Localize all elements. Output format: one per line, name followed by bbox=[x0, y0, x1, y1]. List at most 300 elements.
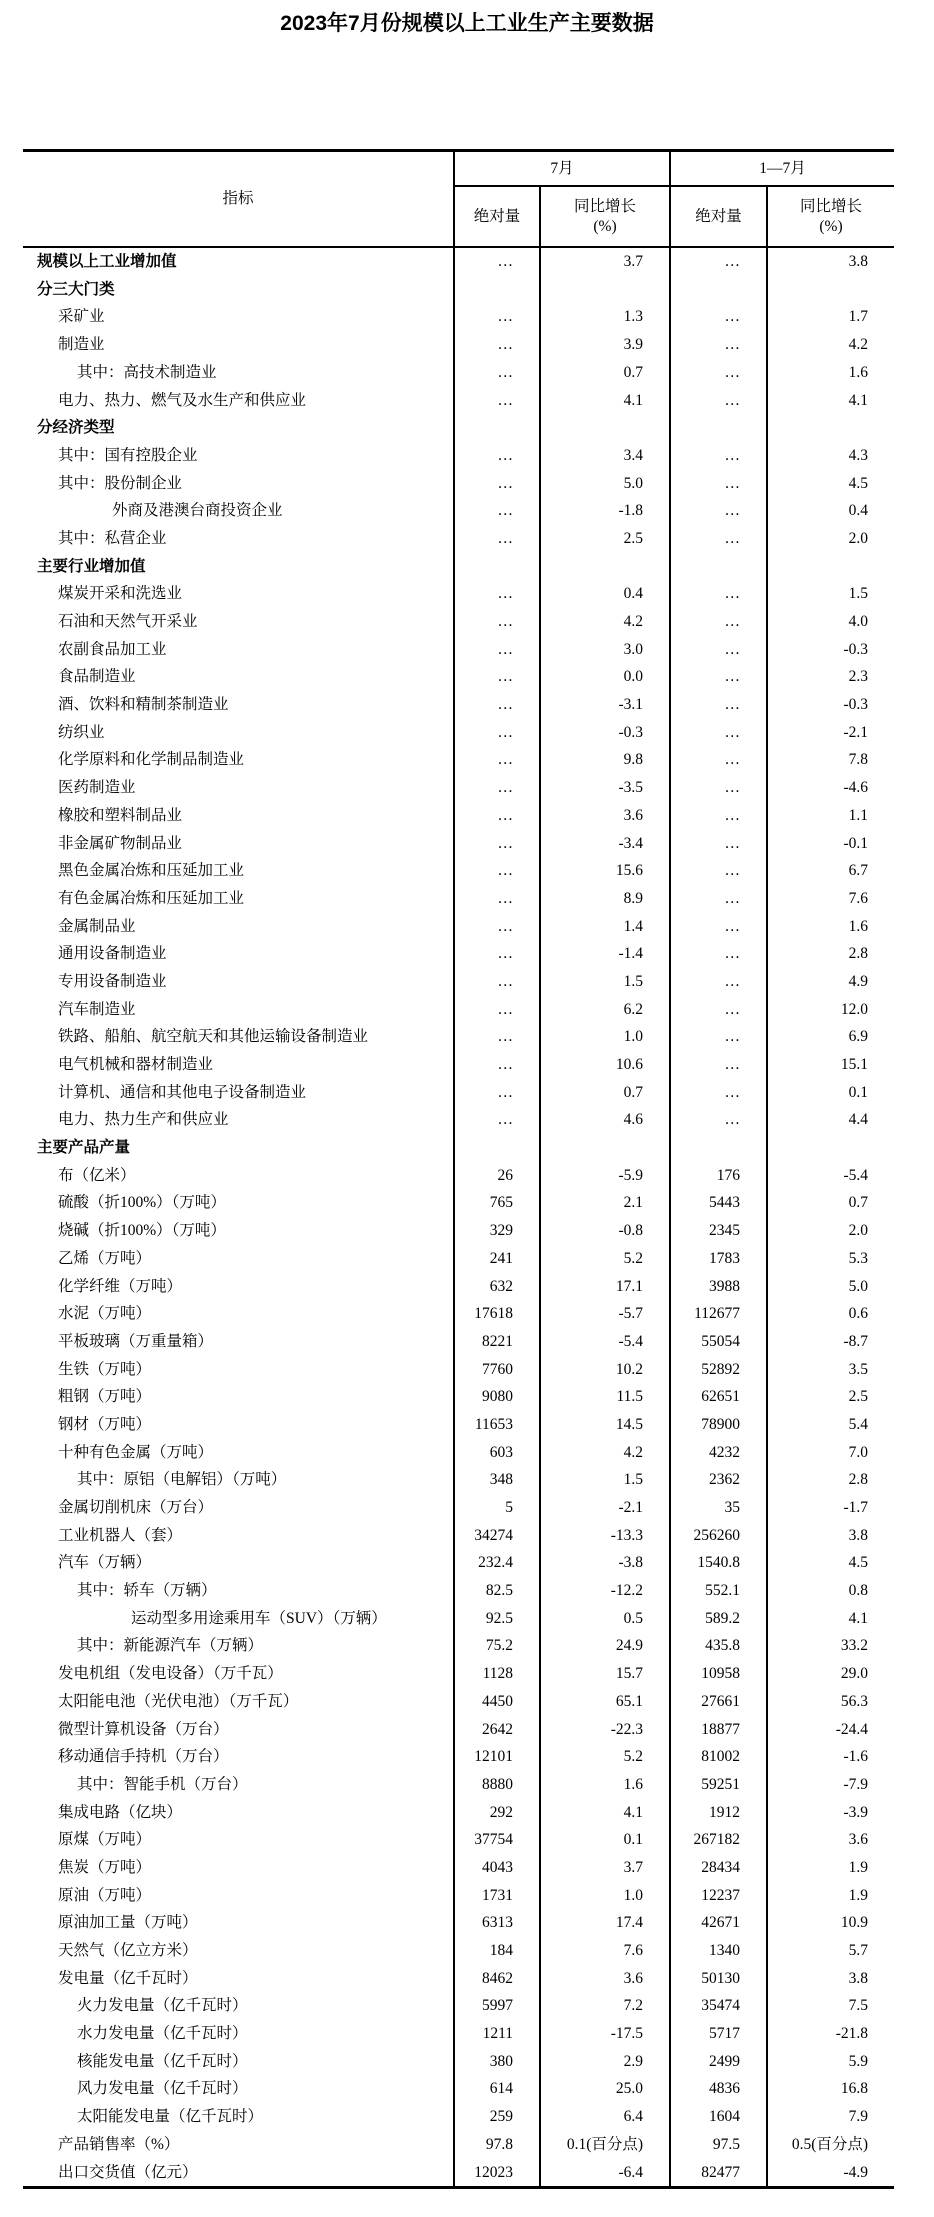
indicator-cell: 工业机器人（套） bbox=[58, 1526, 183, 1544]
value-cell: … bbox=[454, 359, 540, 387]
value-cell: 37754 bbox=[454, 1826, 540, 1854]
value-cell bbox=[540, 276, 670, 304]
value-cell: 1912 bbox=[670, 1799, 767, 1827]
value-cell: … bbox=[670, 359, 767, 387]
table-row bbox=[23, 940, 894, 968]
value-cell: -5.4 bbox=[767, 1162, 894, 1190]
value-cell: -3.1 bbox=[540, 691, 670, 719]
indicator-cell: 纺织业 bbox=[58, 723, 105, 741]
value-cell: -5.4 bbox=[540, 1328, 670, 1356]
indicator-cell: 微型计算机设备（万台） bbox=[58, 1720, 229, 1738]
table-row bbox=[23, 1799, 894, 1827]
value-cell: 65.1 bbox=[540, 1688, 670, 1716]
value-cell: 1540.8 bbox=[670, 1549, 767, 1577]
value-cell: … bbox=[454, 386, 540, 414]
value-cell bbox=[540, 1134, 670, 1162]
indicator-cell: 医药制造业 bbox=[58, 779, 136, 797]
table-row bbox=[23, 1992, 894, 2020]
value-cell: 15.7 bbox=[540, 1660, 670, 1688]
value-cell: 16.8 bbox=[767, 2075, 894, 2103]
value-cell: 7.8 bbox=[767, 746, 894, 774]
value-cell: 3.9 bbox=[540, 331, 670, 359]
value-cell: 15.1 bbox=[767, 1051, 894, 1079]
value-cell: 5.3 bbox=[767, 1245, 894, 1273]
table-row bbox=[23, 1189, 894, 1217]
value-cell: … bbox=[670, 913, 767, 941]
indicator-cell: 电力、热力、燃气及水生产和供应业 bbox=[58, 391, 307, 409]
indicator-cell: 黑色金属冶炼和压延加工业 bbox=[58, 862, 245, 880]
table-row bbox=[23, 663, 894, 691]
value-cell: 632 bbox=[454, 1272, 540, 1300]
value-cell: 6.4 bbox=[540, 2103, 670, 2131]
value-cell: … bbox=[454, 525, 540, 553]
indicator-cell: 分三大门类 bbox=[37, 280, 115, 298]
indicator-cell: 铁路、船舶、航空航天和其他运输设备制造业 bbox=[58, 1028, 369, 1046]
value-cell: … bbox=[670, 1079, 767, 1107]
value-cell: 5.2 bbox=[540, 1245, 670, 1273]
header-indicator: 指标 bbox=[222, 190, 254, 208]
value-cell: -7.9 bbox=[767, 1771, 894, 1799]
value-cell: … bbox=[670, 1023, 767, 1051]
value-cell: 4232 bbox=[670, 1439, 767, 1467]
value-cell: 7760 bbox=[454, 1356, 540, 1384]
value-cell: 1.9 bbox=[767, 1882, 894, 1910]
value-cell: 2.1 bbox=[540, 1189, 670, 1217]
table-row bbox=[23, 1328, 894, 1356]
indicator-cell: 水泥（万吨） bbox=[58, 1305, 152, 1323]
table-row bbox=[23, 1023, 894, 1051]
value-cell: 2.5 bbox=[540, 525, 670, 553]
table-row bbox=[23, 1632, 894, 1660]
value-cell: 3.8 bbox=[767, 1965, 894, 1993]
value-cell: 5 bbox=[454, 1494, 540, 1522]
value-cell: 3.7 bbox=[540, 247, 670, 276]
value-cell bbox=[454, 1134, 540, 1162]
value-cell: 18877 bbox=[670, 1715, 767, 1743]
table-row bbox=[23, 525, 894, 553]
value-cell: 10.2 bbox=[540, 1356, 670, 1384]
page-title: 2023年7月份规模以上工业生产主要数据 bbox=[280, 12, 654, 35]
indicator-cell: 乙烯（万吨） bbox=[58, 1249, 152, 1267]
indicator-cell: 其中：私营企业 bbox=[58, 529, 167, 547]
value-cell: … bbox=[670, 636, 767, 664]
yoy-label: 同比增长 bbox=[574, 198, 637, 216]
table-row bbox=[23, 1743, 894, 1771]
value-cell: 5717 bbox=[670, 2020, 767, 2048]
indicator-cell: 外商及港澳台商投资企业 bbox=[112, 502, 283, 520]
value-cell: 0.8 bbox=[767, 1577, 894, 1605]
value-cell: -3.5 bbox=[540, 774, 670, 802]
value-cell: … bbox=[670, 691, 767, 719]
value-cell: … bbox=[670, 663, 767, 691]
table-body bbox=[23, 247, 894, 2188]
value-cell: 4.5 bbox=[767, 1549, 894, 1577]
value-cell: … bbox=[454, 996, 540, 1024]
indicator-cell: 原油（万吨） bbox=[58, 1886, 152, 1904]
indicator-cell: 原油加工量（万吨） bbox=[58, 1914, 198, 1932]
value-cell: 3.6 bbox=[540, 802, 670, 830]
value-cell: … bbox=[454, 885, 540, 913]
table-row bbox=[23, 1549, 894, 1577]
table-row bbox=[23, 470, 894, 498]
value-cell: 62651 bbox=[670, 1383, 767, 1411]
value-cell: 2.8 bbox=[767, 1466, 894, 1494]
indicator-cell: 非金属矿物制品业 bbox=[58, 834, 183, 852]
value-cell bbox=[767, 276, 894, 304]
indicator-cell: 化学纤维（万吨） bbox=[58, 1277, 183, 1295]
value-cell: 4.1 bbox=[540, 1799, 670, 1827]
section-row bbox=[23, 414, 894, 442]
indicator-cell: 食品制造业 bbox=[58, 668, 136, 686]
value-cell: 5443 bbox=[670, 1189, 767, 1217]
yoy-unit: (%) bbox=[593, 217, 617, 235]
value-cell: 4.4 bbox=[767, 1106, 894, 1134]
table-row bbox=[23, 1660, 894, 1688]
value-cell: 59251 bbox=[670, 1771, 767, 1799]
indicator-cell: 采矿业 bbox=[58, 308, 105, 326]
header-jan-jul: 1—7月 bbox=[670, 151, 894, 187]
value-cell: 0.1 bbox=[767, 1079, 894, 1107]
table-row bbox=[23, 746, 894, 774]
value-cell: … bbox=[454, 691, 540, 719]
value-cell: … bbox=[670, 497, 767, 525]
value-cell: 14.5 bbox=[540, 1411, 670, 1439]
value-cell: … bbox=[454, 331, 540, 359]
value-cell: 11.5 bbox=[540, 1383, 670, 1411]
value-cell: -1.4 bbox=[540, 940, 670, 968]
indicator-cell: 太阳能发电量（亿千瓦时） bbox=[77, 2108, 264, 2126]
value-cell: … bbox=[454, 719, 540, 747]
value-cell bbox=[767, 414, 894, 442]
table-row bbox=[23, 774, 894, 802]
value-cell: 4043 bbox=[454, 1854, 540, 1882]
value-cell: … bbox=[670, 608, 767, 636]
value-cell: -12.2 bbox=[540, 1577, 670, 1605]
indicator-cell: 粗钢（万吨） bbox=[58, 1388, 152, 1406]
table-row bbox=[23, 1937, 894, 1965]
indicator-cell: 出口交货值（亿元） bbox=[58, 2163, 198, 2181]
value-cell: 12237 bbox=[670, 1882, 767, 1910]
value-cell: 17.1 bbox=[540, 1272, 670, 1300]
value-cell: … bbox=[454, 608, 540, 636]
value-cell: 1211 bbox=[454, 2020, 540, 2048]
value-cell: -3.4 bbox=[540, 829, 670, 857]
table-row bbox=[23, 1300, 894, 1328]
value-cell bbox=[767, 1134, 894, 1162]
value-cell: … bbox=[454, 247, 540, 276]
value-cell: -3.9 bbox=[767, 1799, 894, 1827]
indicator-cell: 十种有色金属（万吨） bbox=[58, 1443, 214, 1461]
table-row bbox=[23, 1965, 894, 1993]
value-cell: 6.9 bbox=[767, 1023, 894, 1051]
indicator-cell: 其中：轿车（万辆） bbox=[77, 1582, 217, 1600]
value-cell: 25.0 bbox=[540, 2075, 670, 2103]
value-cell: -0.8 bbox=[540, 1217, 670, 1245]
value-cell: 4.6 bbox=[540, 1106, 670, 1134]
indicator-cell: 集成电路（亿块） bbox=[58, 1803, 183, 1821]
value-cell: 4836 bbox=[670, 2075, 767, 2103]
value-cell: 82477 bbox=[670, 2158, 767, 2187]
table-row bbox=[23, 2020, 894, 2048]
value-cell: 8221 bbox=[454, 1328, 540, 1356]
table-row bbox=[23, 359, 894, 387]
table-row bbox=[23, 1522, 894, 1550]
value-cell: 42671 bbox=[670, 1909, 767, 1937]
header-janjul-absolute: 绝对量 bbox=[670, 186, 767, 247]
indicator-cell: 平板玻璃（万重量箱） bbox=[58, 1332, 214, 1350]
value-cell: 0.5 bbox=[540, 1605, 670, 1633]
value-cell: … bbox=[454, 442, 540, 470]
indicator-cell: 发电机组（发电设备）（万千瓦） bbox=[58, 1665, 283, 1683]
table-row bbox=[23, 2048, 894, 2076]
value-cell: … bbox=[670, 746, 767, 774]
value-cell: 348 bbox=[454, 1466, 540, 1494]
value-cell: -0.1 bbox=[767, 829, 894, 857]
value-cell: 1783 bbox=[670, 1245, 767, 1273]
indicator-cell: 金属制品业 bbox=[58, 917, 136, 935]
value-cell: 10.9 bbox=[767, 1909, 894, 1937]
table-row bbox=[23, 1577, 894, 1605]
value-cell: 0.7 bbox=[540, 359, 670, 387]
value-cell: … bbox=[670, 331, 767, 359]
indicator-cell: 其中：国有控股企业 bbox=[58, 446, 198, 464]
value-cell: 2642 bbox=[454, 1715, 540, 1743]
value-cell: 0.7 bbox=[767, 1189, 894, 1217]
indicator-cell: 核能发电量（亿千瓦时） bbox=[77, 2052, 248, 2070]
value-cell: 2345 bbox=[670, 1217, 767, 1245]
value-cell: 7.6 bbox=[767, 885, 894, 913]
indicator-cell: 酒、饮料和精制茶制造业 bbox=[58, 696, 229, 714]
value-cell: 1.5 bbox=[540, 968, 670, 996]
header-janjul-yoy bbox=[767, 186, 894, 247]
table-row bbox=[23, 2075, 894, 2103]
table-row bbox=[23, 1439, 894, 1467]
value-cell: 2.0 bbox=[767, 1217, 894, 1245]
table-row bbox=[23, 2131, 894, 2159]
value-cell: 0.1(百分点) bbox=[540, 2131, 670, 2159]
value-cell: … bbox=[670, 525, 767, 553]
value-cell: 52892 bbox=[670, 1356, 767, 1384]
value-cell: -6.4 bbox=[540, 2158, 670, 2187]
indicator-cell: 硫酸（折100%）（万吨） bbox=[58, 1194, 226, 1212]
value-cell: 1.9 bbox=[767, 1854, 894, 1882]
value-cell: 1128 bbox=[454, 1660, 540, 1688]
value-cell: 97.5 bbox=[670, 2131, 767, 2159]
value-cell: 267182 bbox=[670, 1826, 767, 1854]
value-cell: 232.4 bbox=[454, 1549, 540, 1577]
value-cell: 0.4 bbox=[540, 580, 670, 608]
header-july-yoy bbox=[540, 186, 670, 247]
value-cell: … bbox=[454, 1079, 540, 1107]
value-cell: 92.5 bbox=[454, 1605, 540, 1633]
value-cell: 1.6 bbox=[767, 913, 894, 941]
value-cell: 3988 bbox=[670, 1272, 767, 1300]
value-cell: 78900 bbox=[670, 1411, 767, 1439]
value-cell: 6.7 bbox=[767, 857, 894, 885]
value-cell: 1.0 bbox=[540, 1882, 670, 1910]
value-cell: 1.6 bbox=[767, 359, 894, 387]
value-cell: 5.0 bbox=[767, 1272, 894, 1300]
value-cell: … bbox=[670, 580, 767, 608]
value-cell: 1.3 bbox=[540, 303, 670, 331]
value-cell: 1.0 bbox=[540, 1023, 670, 1051]
value-cell: -4.9 bbox=[767, 2158, 894, 2187]
value-cell: 5.4 bbox=[767, 1411, 894, 1439]
value-cell: 12101 bbox=[454, 1743, 540, 1771]
value-cell: 5.0 bbox=[540, 470, 670, 498]
section-row bbox=[23, 276, 894, 304]
section-row bbox=[23, 247, 894, 276]
value-cell: 81002 bbox=[670, 1743, 767, 1771]
indicator-cell: 运动型多用途乘用车（SUV）（万辆） bbox=[131, 1609, 387, 1627]
value-cell: … bbox=[454, 1106, 540, 1134]
value-cell bbox=[454, 276, 540, 304]
value-cell: … bbox=[670, 1106, 767, 1134]
indicator-cell: 煤炭开采和洗选业 bbox=[58, 585, 183, 603]
value-cell: 12023 bbox=[454, 2158, 540, 2187]
value-cell: 3.6 bbox=[540, 1965, 670, 1993]
indicator-cell: 专用设备制造业 bbox=[58, 972, 167, 990]
table-row bbox=[23, 1605, 894, 1633]
table-row bbox=[23, 580, 894, 608]
table-row bbox=[23, 1051, 894, 1079]
value-cell: 28434 bbox=[670, 1854, 767, 1882]
indicator-cell: 焦炭（万吨） bbox=[58, 1858, 152, 1876]
table-row bbox=[23, 857, 894, 885]
indicator-cell: 金属切削机床（万台） bbox=[58, 1499, 214, 1517]
table-row bbox=[23, 1466, 894, 1494]
indicator-cell: 电气机械和器材制造业 bbox=[58, 1056, 214, 1074]
value-cell: … bbox=[454, 1023, 540, 1051]
value-cell: 2362 bbox=[670, 1466, 767, 1494]
indicator-cell: 其中：智能手机（万台） bbox=[77, 1775, 248, 1793]
table-row bbox=[23, 719, 894, 747]
value-cell: 4.3 bbox=[767, 442, 894, 470]
value-cell: 2.8 bbox=[767, 940, 894, 968]
table-row bbox=[23, 1494, 894, 1522]
table-row bbox=[23, 1688, 894, 1716]
indicator-cell: 其中：高技术制造业 bbox=[77, 363, 217, 381]
value-cell: 4.9 bbox=[767, 968, 894, 996]
value-cell: -8.7 bbox=[767, 1328, 894, 1356]
value-cell: … bbox=[454, 857, 540, 885]
value-cell: -5.9 bbox=[540, 1162, 670, 1190]
value-cell: … bbox=[454, 968, 540, 996]
header-july-absolute: 绝对量 bbox=[454, 186, 540, 247]
value-cell: 8462 bbox=[454, 1965, 540, 1993]
value-cell: -5.7 bbox=[540, 1300, 670, 1328]
indicator-cell: 风力发电量（亿千瓦时） bbox=[77, 2080, 248, 2098]
value-cell: 2.0 bbox=[767, 525, 894, 553]
value-cell: 4.1 bbox=[540, 386, 670, 414]
header-july: 7月 bbox=[454, 151, 670, 187]
indicator-cell: 有色金属冶炼和压延加工业 bbox=[58, 889, 245, 907]
indicator-cell: 发电量（亿千瓦时） bbox=[58, 1969, 198, 1987]
value-cell: 3.5 bbox=[767, 1356, 894, 1384]
value-cell: -2.1 bbox=[540, 1494, 670, 1522]
value-cell: 4.5 bbox=[767, 470, 894, 498]
value-cell: 7.5 bbox=[767, 1992, 894, 2020]
table-row bbox=[23, 303, 894, 331]
value-cell: 241 bbox=[454, 1245, 540, 1273]
indicator-cell: 主要行业增加值 bbox=[37, 557, 146, 575]
value-cell: 1340 bbox=[670, 1937, 767, 1965]
indicator-cell: 计算机、通信和其他电子设备制造业 bbox=[58, 1083, 307, 1101]
yoy-label: 同比增长 bbox=[800, 198, 863, 216]
value-cell: 55054 bbox=[670, 1328, 767, 1356]
table-header bbox=[23, 151, 894, 248]
value-cell: 3.8 bbox=[767, 247, 894, 276]
value-cell: 6.2 bbox=[540, 996, 670, 1024]
value-cell: -0.3 bbox=[767, 636, 894, 664]
value-cell: 15.6 bbox=[540, 857, 670, 885]
value-cell: 10.6 bbox=[540, 1051, 670, 1079]
section-row bbox=[23, 553, 894, 581]
value-cell: 9.8 bbox=[540, 746, 670, 774]
table-row bbox=[23, 996, 894, 1024]
table-row bbox=[23, 386, 894, 414]
value-cell: 56.3 bbox=[767, 1688, 894, 1716]
value-cell: 9080 bbox=[454, 1383, 540, 1411]
value-cell: 1.5 bbox=[767, 580, 894, 608]
value-cell: 1.6 bbox=[540, 1771, 670, 1799]
value-cell: -0.3 bbox=[767, 691, 894, 719]
value-cell: 33.2 bbox=[767, 1632, 894, 1660]
value-cell: 5.9 bbox=[767, 2048, 894, 2076]
value-cell: 435.8 bbox=[670, 1632, 767, 1660]
value-cell: … bbox=[454, 636, 540, 664]
value-cell: 4.2 bbox=[540, 1439, 670, 1467]
value-cell: 3.4 bbox=[540, 442, 670, 470]
indicator-cell: 化学原料和化学制品制造业 bbox=[58, 751, 245, 769]
value-cell: … bbox=[454, 663, 540, 691]
value-cell: -2.1 bbox=[767, 719, 894, 747]
table-row bbox=[23, 1383, 894, 1411]
value-cell: 3.7 bbox=[540, 1854, 670, 1882]
table-row bbox=[23, 1411, 894, 1439]
value-cell bbox=[454, 414, 540, 442]
value-cell: -1.7 bbox=[767, 1494, 894, 1522]
value-cell: … bbox=[670, 247, 767, 276]
value-cell: 34274 bbox=[454, 1522, 540, 1550]
indicator-cell: 钢材（万吨） bbox=[58, 1415, 152, 1433]
table-row bbox=[23, 2158, 894, 2187]
indicator-cell: 石油和天然气开采业 bbox=[58, 613, 198, 631]
value-cell: … bbox=[670, 719, 767, 747]
table-row bbox=[23, 1106, 894, 1134]
value-cell: … bbox=[454, 913, 540, 941]
indicator-cell: 产品销售率（%） bbox=[58, 2135, 180, 2153]
value-cell: 97.8 bbox=[454, 2131, 540, 2159]
value-cell: -0.3 bbox=[540, 719, 670, 747]
indicator-cell: 制造业 bbox=[58, 336, 105, 354]
indicator-cell: 农副食品加工业 bbox=[58, 640, 167, 658]
value-cell: … bbox=[454, 802, 540, 830]
value-cell: 26 bbox=[454, 1162, 540, 1190]
value-cell: 0.1 bbox=[540, 1826, 670, 1854]
indicator-cell: 烧碱（折100%）（万吨） bbox=[58, 1222, 226, 1240]
value-cell: 0.4 bbox=[767, 497, 894, 525]
value-cell: 35 bbox=[670, 1494, 767, 1522]
table-row bbox=[23, 691, 894, 719]
value-cell: 552.1 bbox=[670, 1577, 767, 1605]
value-cell: … bbox=[670, 829, 767, 857]
value-cell: 5997 bbox=[454, 1992, 540, 2020]
value-cell: 82.5 bbox=[454, 1577, 540, 1605]
value-cell: … bbox=[454, 940, 540, 968]
table-row bbox=[23, 913, 894, 941]
value-cell bbox=[670, 553, 767, 581]
